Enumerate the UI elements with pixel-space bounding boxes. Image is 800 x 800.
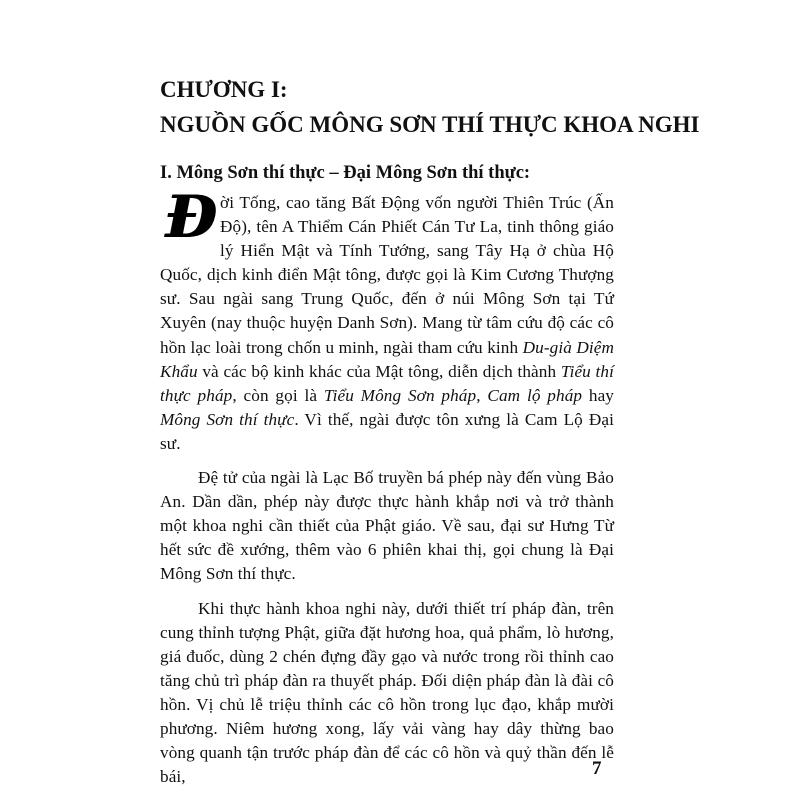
paragraph-2: Đệ tử của ngài là Lạc Bố truyền bá phép này đến vùng Bảo An. Dần dần, phép này được thực hành khắp nơi và trở thành một khoa nghi cần thiết của Phật giáo. Về sau, đại sư Hưng Từ hết sức đề xướng, thêm vào 6 phiên khai thị, gọi chung là Đại Mông Sơn thí thực.	[160, 468, 614, 584]
italic-title-du-gia: Du-già Diệm Khẩu	[160, 337, 614, 381]
body-text	[160, 183, 614, 789]
italic-title-cam-lo: Cam lộ pháp	[487, 385, 583, 405]
page-number: 7	[592, 758, 602, 779]
paragraph-1	[160, 183, 614, 456]
chapter-number: CHƯƠNG I:	[160, 77, 288, 102]
section-heading: I. Mông Sơn thí thực – Đại Mông Sơn thí thực:	[160, 163, 531, 183]
drop-cap-letter: Đ	[166, 183, 217, 251]
paragraph-1-text-c: , còn gọi là	[232, 385, 324, 405]
paragraph-1-text-d: ,	[476, 385, 488, 405]
italic-title-tieu-mong-son: Tiểu Mông Sơn pháp	[323, 385, 477, 405]
paragraph-1-text-e: hay	[582, 385, 614, 405]
chapter-title	[160, 72, 720, 142]
paragraph-1-text-f: . Vì thế, ngài được tôn xưng là Cam Lộ Đại sư.	[160, 409, 614, 453]
paragraph-3: Khi thực hành khoa nghi này, dưới thiết trí pháp đàn, trên cung thỉnh tượng Phật, giữa đặt hương hoa, quả phẩm, lò hương, giá đuốc, dùng 2 chén đựng đầy gạo và nước trong rồi thỉnh cao tăng chủ trì pháp đàn ra thuyết pháp. Đối diện pháp đàn là đài cô hồn. Vị chủ lễ triệu thỉnh các cô hồn trong lục đạo, khắp mười phương. Niêm hương xong, lấy vải vàng hay dây thừng bao vòng quanh tận trước pháp đàn để các cô hồn và quỷ thần đến lễ bái,	[160, 598, 614, 787]
paragraph-1-text-a: ời Tống, cao tăng Bất Động vốn người Thiên Trúc (Ấn Độ), tên A Thiểm Cán Phiết Cán Tư La, tinh thông giáo lý Hiển Mật và Tính Tướng, sang Tây Hạ ở chùa Hộ Quốc, dịch kinh điển Mật tông, được gọi là Kim Cương Thượng sư. Sau ngài sang Trung Quốc, đến ở núi Mông Sơn tại Tứ Xuyên (nay thuộc huyện Danh Sơn). Mang từ tâm cứu độ các cô hồn lạc loài trong chốn u minh, ngài tham cứu kinh	[160, 193, 614, 357]
chapter-name: NGUỒN GỐC MÔNG SƠN THÍ THỰC KHOA NGHI	[160, 112, 700, 137]
paragraph-1-text-b: và các bộ kinh khác của Mật tông, diễn dịch thành	[197, 361, 561, 381]
italic-title-mong-son-thi-thuc: Mông Sơn thí thực	[160, 409, 295, 429]
italic-title-tieu-thi-thuc: Tiểu thí thực pháp	[160, 361, 614, 405]
